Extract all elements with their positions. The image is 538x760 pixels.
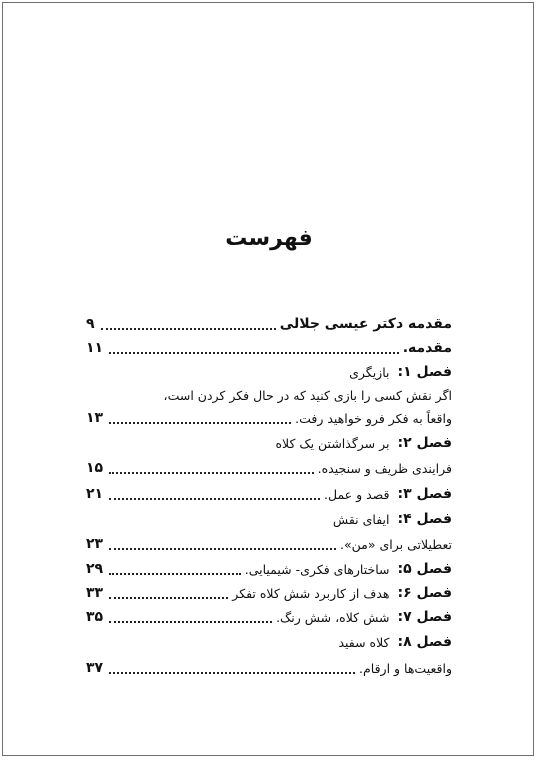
- page-title: فهرست: [225, 226, 313, 251]
- toc-entry: [86, 605, 452, 629]
- toc-subline: [86, 456, 452, 480]
- chapter-subtitle: واقعیت‌ها و ارقام.: [359, 660, 452, 676]
- leader-dots: [109, 547, 336, 550]
- chapter-label: فصل ۶:: [397, 585, 452, 601]
- toc-subline: [86, 383, 452, 407]
- chapter-title: هدف از کاربرد شش کلاه تفکر: [232, 585, 390, 601]
- chapter-title: کلاه سفید: [338, 634, 390, 650]
- toc-page-number: ۳۳: [86, 585, 104, 601]
- toc-page-number: ۱۵: [86, 460, 104, 476]
- toc-entry: [86, 557, 452, 581]
- chapter-label: فصل ۷:: [397, 609, 452, 625]
- chapter-title: ساختارهای فکری- شیمیایی.: [244, 561, 390, 577]
- chapter-title: قصد و عمل.: [324, 486, 390, 502]
- toc-entry: [86, 581, 452, 605]
- toc-page-number: ۹: [86, 316, 95, 332]
- toc-entry: [86, 431, 452, 455]
- leader-dots: [109, 572, 241, 575]
- leader-dots: [101, 327, 276, 330]
- chapter-label: فصل ۴:: [397, 511, 452, 527]
- chapter-title: بر سرگذاشتن یک کلاه: [275, 435, 390, 451]
- leader-dots: [109, 421, 291, 424]
- toc-entry: [86, 336, 452, 360]
- toc-entry: [86, 630, 452, 654]
- leader-dots: [109, 471, 314, 474]
- leader-dots: [109, 596, 228, 599]
- chapter-subtitle: تعطیلاتی برای «من».: [340, 536, 452, 552]
- toc-entry-label: مقدمه دکتر عیسی جلالی: [279, 316, 452, 332]
- toc-page-number: ۲۳: [86, 536, 104, 552]
- toc-page-number: ۱۱: [86, 340, 104, 356]
- chapter-title: شش کلاه، شش رنگ.: [276, 609, 390, 625]
- chapter-subtitle: واقعاً به فکر فرو خواهید رفت.: [295, 410, 452, 426]
- chapter-label: فصل ۳:: [397, 486, 452, 502]
- leader-dots: [109, 497, 320, 500]
- chapter-label: فصل ۵:: [397, 561, 452, 577]
- chapter-subtitle: اگر نقش کسی را بازی کنید که در حال فکر کردن است،: [163, 387, 452, 403]
- chapter-label: فصل ۱:: [397, 364, 452, 380]
- leader-dots: [109, 620, 272, 623]
- chapter-title: بازیگری: [349, 364, 390, 380]
- toc-subline: [86, 656, 452, 680]
- chapter-subtitle: فرایندی ظریف و سنجیده.: [317, 460, 452, 476]
- toc-page-number: ۳۷: [86, 660, 104, 676]
- leader-dots: [109, 351, 399, 354]
- toc-page-number: ۲۹: [86, 561, 104, 577]
- toc-page-number: ۱۳: [86, 410, 104, 426]
- toc-page-number: ۳۵: [86, 609, 104, 625]
- toc-subline: [86, 532, 452, 556]
- toc-entry-label: مقدمه.: [402, 340, 452, 356]
- toc-entry: [86, 507, 452, 531]
- leader-dots: [109, 671, 355, 674]
- toc-entry: [86, 482, 452, 506]
- chapter-label: فصل ۲:: [397, 435, 452, 451]
- toc-page-number: ۲۱: [86, 486, 104, 502]
- chapter-title: ایفای نقش: [332, 511, 390, 527]
- toc-subline: [86, 406, 452, 430]
- toc-entry: [86, 312, 452, 336]
- chapter-label: فصل ۸:: [397, 634, 452, 650]
- toc-entry: [86, 360, 452, 384]
